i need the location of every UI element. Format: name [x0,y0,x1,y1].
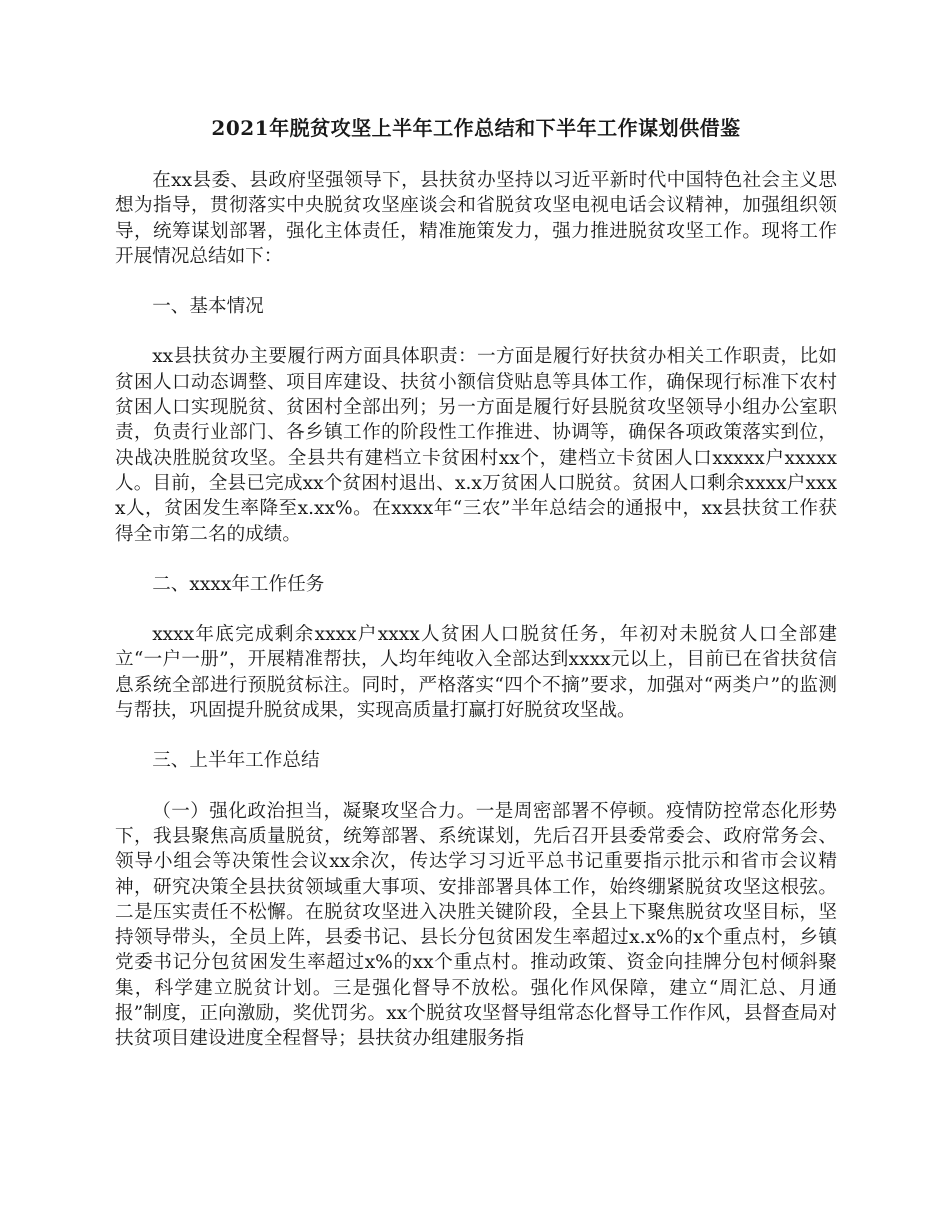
annual-tasks-paragraph: xxxx年底完成剩余xxxx户xxxx人贫困人口脱贫任务，年初对未脱贫人口全部建立“一户一册”，开展精准帮扶，人均年纯收入全部达到xxxx元以上，目前已在省扶贫信息系统全部进行预脱贫标注。同时，严格落实“四个不摘”要求，加强对“两类户”的监测与帮扶，巩固提升脱贫成果，实现高质量打赢打好脱贫攻坚战。 [115,624,837,722]
section-heading-half-year-summary: 三、上半年工作总结 [152,750,320,772]
section-heading-annual-tasks: 二、xxxx年工作任务 [152,573,325,595]
basic-situation-paragraph: xx县扶贫办主要履行两方面具体职责：一方面是履行好扶贫办相关工作职责，比如贫困人口动态调整、项目库建设、扶贫小额信贷贴息等具体工作，确保现行标准下农村贫困人口实现脱贫、贫困村全部出列；另一方面是履行好县脱贫攻坚领导小组办公室职责，负责行业部门、各乡镇工作的阶段性工作推进、协调等，确保各项政策落实到位，决战决胜脱贫攻坚。全县共有建档立卡贫困村xx个，建档立卡贫困人口xxxxx户xxxxx人。目前，全县已完成xx个贫困村退出、x.x万贫困人口脱贫。贫困人口剩余xxxx户xxxx人，贫困发生率降至x.xx%。在xxxx年“三农”半年总结会的通报中，xx县扶贫工作获得全市第二名的成绩。 [115,346,837,545]
document-title: 2021年脱贫攻坚上半年工作总结和下半年工作谋划供借鉴 [211,116,741,140]
document-page [115,112,837,1077]
section-heading-basic-situation: 一、基本情况 [152,296,264,318]
half-year-summary-paragraph: （一）强化政治担当，凝聚攻坚合力。一是周密部署不停顿。疫情防控常态化形势下，我县聚焦高质量脱贫，统筹部署、系统谋划，先后召开县委常委会、政府常务会、领导小组会等决策性会议xx余次，传达学习习近平总书记重要指示批示和省市会议精神，研究决策全县扶贫领域重大事项、安排部署具体工作，始终绷紧脱贫攻坚这根弦。二是压实责任不松懈。在脱贫攻坚进入决胜关键阶段，全县上下聚焦脱贫攻坚目标，坚持领导带头，全员上阵，县委书记、县长分包贫困发生率超过x.x%的x个重点村，乡镇党委书记分包贫困发生率超过x%的xx个重点村。推动政策、资金向挂牌分包村倾斜聚集，科学建立脱贫计划。三是强化督导不放松。强化作风保障，建立“周汇总、月通报”制度，正向激励，奖优罚劣。xx个脱贫攻坚督导组常态化督导工作作风，县督查局对扶贫项目建设进度全程督导；县扶贫办组建服务指 [115,800,837,1050]
intro-paragraph: 在xx县委、县政府坚强领导下，县扶贫办坚持以习近平新时代中国特色社会主义思想为指导，贯彻落实中央脱贫攻坚座谈会和省脱贫攻坚电视电话会议精神，加强组织领导，统筹谋划部署，强化主体责任，精准施策发力，强力推进脱贫攻坚工作。现将工作开展情况总结如下： [115,170,837,267]
